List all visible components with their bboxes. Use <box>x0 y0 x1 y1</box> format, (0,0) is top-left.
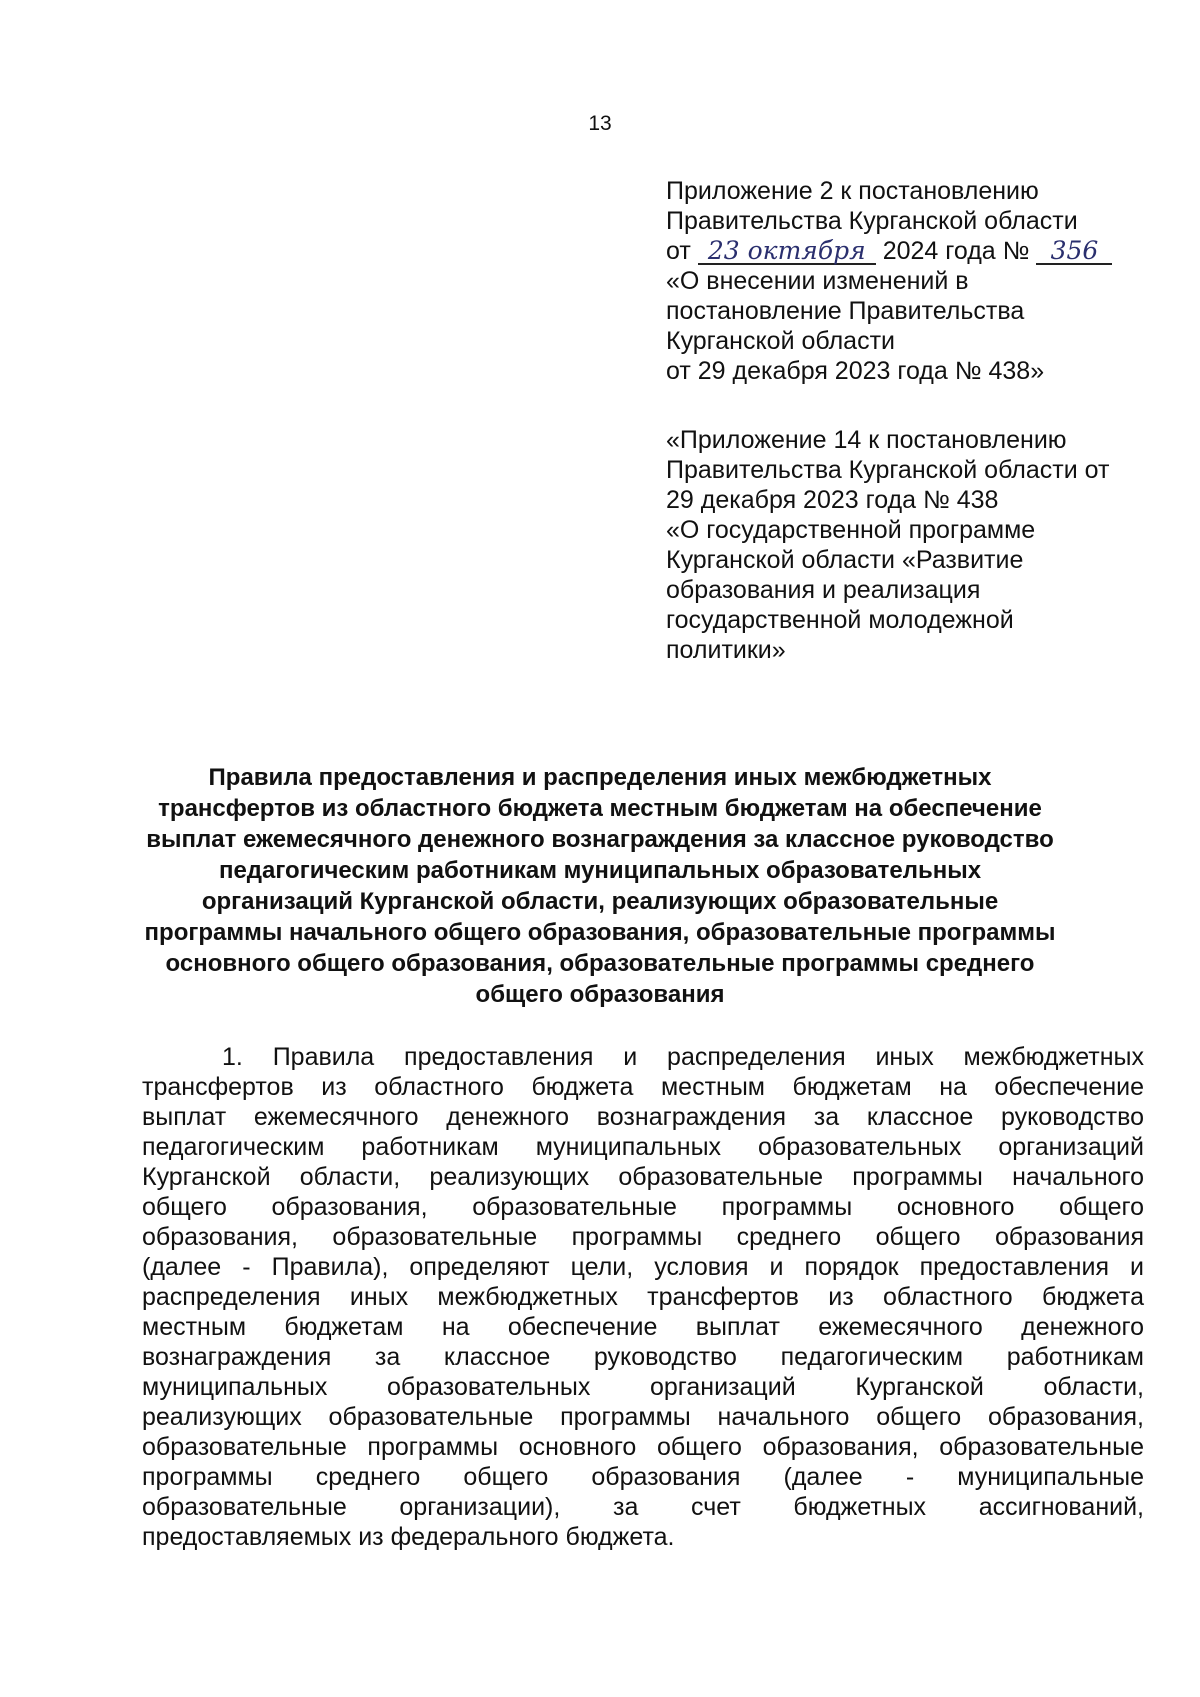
body-line: педагогическим работникам муниципальных образовательных организаций <box>142 1133 1144 1161</box>
appendix-2-line: политики» <box>666 636 786 664</box>
handwritten-number: 356 <box>1036 239 1112 265</box>
body-line: Курганской области, реализующих образовательные программы начального <box>142 1163 1144 1191</box>
body-paragraph <box>142 1042 1144 1552</box>
body-line: (далее - Правила), определяют цели, условия и порядок предоставления и <box>142 1253 1144 1281</box>
body-line: предоставляемых из федерального бюджета. <box>142 1523 675 1551</box>
body-line: трансфертов из областного бюджета местным бюджетам на обеспечение <box>142 1073 1144 1101</box>
title-line: педагогическим работникам муниципальных образовательных <box>218 857 982 884</box>
appendix-2-line: «Приложение 14 к постановлению <box>666 426 1067 454</box>
body-line: вознаграждения за классное руководство педагогическим работникам <box>142 1343 1144 1371</box>
title-line: Правила предоставления и распределения иных межбюджетных <box>208 764 992 791</box>
title-line: трансфертов из областного бюджета местным бюджетам на обеспечение <box>158 795 1042 822</box>
document-title <box>120 762 1080 1010</box>
appendix-2-line: Курганской области «Развитие <box>666 546 1024 574</box>
appendix-2-line: образования и реализация <box>666 576 981 604</box>
appendix-1-line: постановление Правительства <box>666 297 1025 325</box>
date-middle: 2024 года № <box>882 237 1030 265</box>
body-line: распределения иных межбюджетных трансфертов из областного бюджета <box>142 1283 1144 1311</box>
body-line: общего образования, образовательные программы основного общего <box>142 1193 1144 1221</box>
body-line: образования, образовательные программы среднего общего образования <box>142 1223 1144 1251</box>
appendix-1-line: Правительства Курганской области <box>666 207 1078 235</box>
handwritten-date: 23 октября <box>698 239 876 265</box>
title-line: выплат ежемесячного денежного вознаграждения за классное руководство <box>146 826 1054 853</box>
body-line: программы среднего общего образования (далее - муниципальные <box>142 1463 1144 1491</box>
appendix-1-line: Приложение 2 к постановлению <box>666 177 1039 205</box>
appendix-2-line: Правительства Курганской области от <box>666 456 1110 484</box>
title-line: основного общего образования, образовательные программы среднего <box>165 950 1035 977</box>
appendix-2-line: 29 декабря 2023 года № 438 <box>666 486 999 514</box>
body-line: образовательные программы основного общего образования, образовательные <box>142 1433 1144 1461</box>
body-line: местным бюджетам на обеспечение выплат ежемесячного денежного <box>142 1313 1144 1341</box>
body-line: образовательные организации), за счет бюджетных ассигнований, <box>142 1493 1144 1521</box>
page-number: 13 <box>588 112 612 135</box>
body-line: 1. Правила предоставления и распределения иных межбюджетных <box>222 1043 1144 1071</box>
date-prefix: от <box>666 237 691 265</box>
body-line: выплат ежемесячного денежного вознаграждения за классное руководство <box>142 1103 1144 1131</box>
appendix-1-line: Курганской области <box>666 327 896 355</box>
appendix-2-line: государственной молодежной <box>666 606 1014 634</box>
body-line: реализующих образовательные программы начального общего образования, <box>142 1403 1144 1431</box>
body-line: муниципальных образовательных организаций Курганской области, <box>142 1373 1144 1401</box>
appendix-1-line: «О внесении изменений в <box>666 267 969 295</box>
appendix-1-date-line <box>666 236 1146 266</box>
appendix-1-line: от 29 декабря 2023 года № 438» <box>666 357 1045 385</box>
title-line: общего образования <box>475 981 725 1008</box>
title-line: организаций Курганской области, реализующих образовательные <box>201 888 999 915</box>
appendix-header-1 <box>666 176 1146 386</box>
appendix-header-2 <box>666 425 1146 665</box>
appendix-2-line: «О государственной программе <box>666 516 1036 544</box>
title-line: программы начального общего образования, образовательные программы <box>144 919 1056 946</box>
